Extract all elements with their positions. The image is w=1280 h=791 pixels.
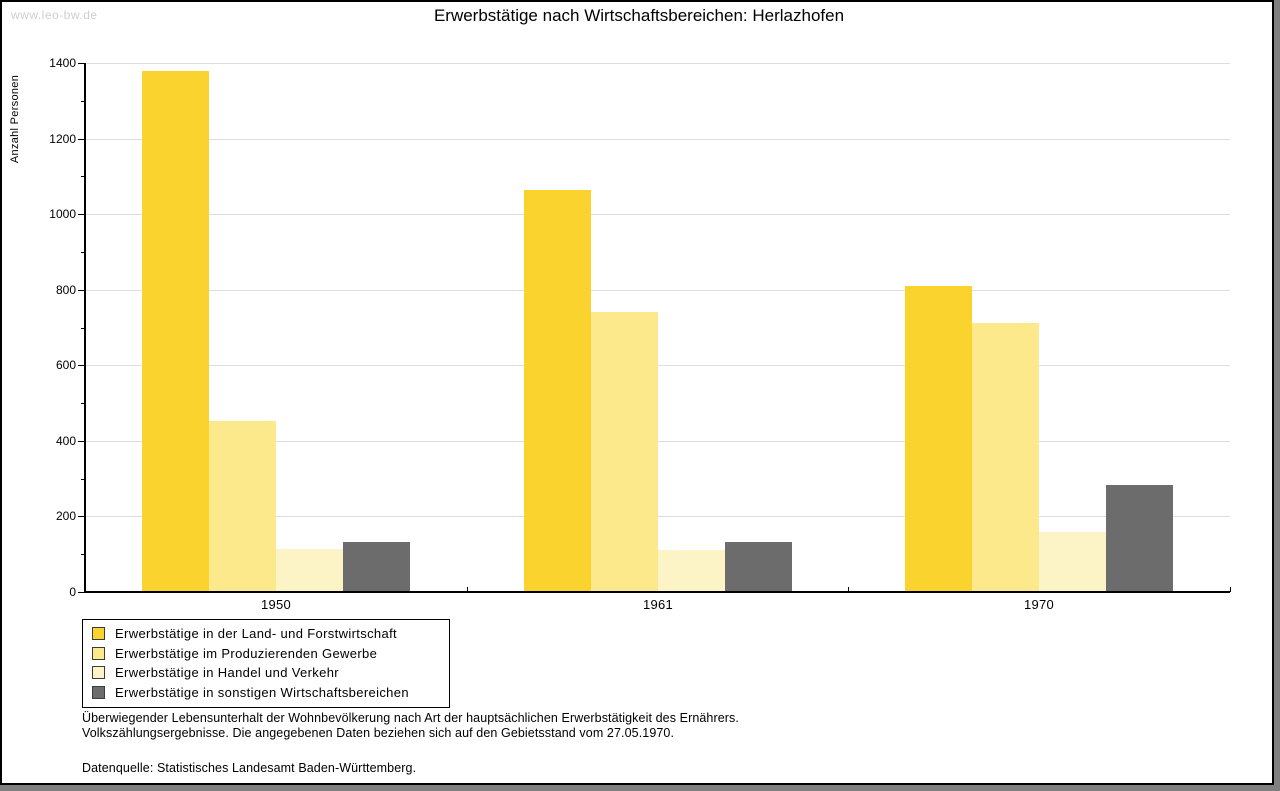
y-tick-label: 1000 <box>49 207 76 221</box>
footnote-source: Datenquelle: Statistisches Landesamt Baden-Württemberg. <box>82 761 417 775</box>
y-axis-label: Anzahl Personen <box>9 74 21 164</box>
bar-1950-series-2 <box>209 421 276 592</box>
y-tick-label: 400 <box>55 434 76 448</box>
bar-1970-series-4 <box>1106 485 1173 592</box>
legend-item-1 <box>92 624 440 644</box>
x-tick-label: 1950 <box>260 597 292 612</box>
bar-1961-series-3 <box>658 550 725 592</box>
x-axis <box>84 591 1230 593</box>
legend-label: Erwerbstätige in sonstigen Wirtschaftsbereichen <box>115 684 409 700</box>
bar-1970-series-3 <box>1039 532 1106 592</box>
y-tick-label: 600 <box>55 358 76 372</box>
y-axis <box>84 63 86 593</box>
y-gridline <box>85 139 1230 140</box>
bar-1950-series-4 <box>343 542 410 592</box>
bar-1961-series-1 <box>524 190 591 592</box>
legend-swatch-icon <box>92 647 105 660</box>
y-tick-label: 0 <box>69 585 76 599</box>
legend-swatch-icon <box>92 666 105 679</box>
x-tick-label: 1970 <box>1023 597 1055 612</box>
page-title: Erwerbstätige nach Wirtschaftsbereichen: Herlazhofen <box>433 6 845 25</box>
footnotes <box>82 711 739 776</box>
y-gridline <box>85 290 1230 291</box>
bar-1950-series-1 <box>142 71 209 592</box>
bar-1961-series-2 <box>591 312 658 592</box>
legend-item-4 <box>92 683 440 703</box>
legend-swatch-icon <box>92 686 105 699</box>
y-gridline <box>85 214 1230 215</box>
bar-1961-series-4 <box>725 542 792 592</box>
x-axis-tick <box>1230 587 1231 592</box>
y-tick-label: 200 <box>55 509 76 523</box>
legend-label: Erwerbstätige in Handel und Verkehr <box>115 665 339 681</box>
legend-swatch-icon <box>92 627 105 640</box>
legend-item-3 <box>92 663 440 683</box>
legend-label: Erwerbstätige im Produzierenden Gewerbe <box>115 645 378 661</box>
watermark: www.leo-bw.de <box>11 8 98 22</box>
bar-1970-series-1 <box>905 286 972 592</box>
legend <box>82 619 450 708</box>
legend-label: Erwerbstätige in der Land- und Forstwirtschaft <box>115 626 397 642</box>
y-tick-label: 1200 <box>49 132 76 146</box>
footnote-line-1: Überwiegender Lebensunterhalt der Wohnbevölkerung nach Art der hauptsächlichen Erwerbstätigkeit des Ernährers. <box>82 711 739 725</box>
footnote-line-2: Volkszählungsergebnisse. Die angegebenen Daten beziehen sich auf den Gebietsstand vom 27.05.1970. <box>82 725 675 740</box>
bar-1970-series-2 <box>972 323 1039 592</box>
bar-1950-series-3 <box>276 549 343 592</box>
y-tick-label: 800 <box>55 283 76 297</box>
y-tick-label: 1400 <box>49 56 76 70</box>
legend-item-2 <box>92 644 440 664</box>
x-tick-label: 1961 <box>642 597 674 612</box>
y-gridline <box>85 63 1230 64</box>
